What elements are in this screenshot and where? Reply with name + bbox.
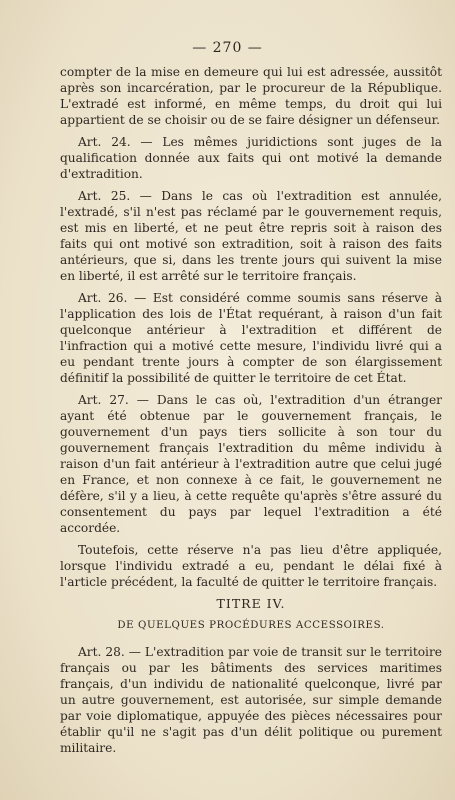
section-subtitle: DE QUELQUES PROCÉDURES ACCESSOIRES.: [117, 620, 385, 631]
section-title: TITRE IV.: [216, 596, 286, 611]
article-25: Art. 25. — Dans le cas où l'extradition est annulée, l'extradé, s'il n'est pas réclamé par le gouvernement requis, est mis en liberté, et ne peut être repris soit à raison des faits qui ont motivé son extradition, soit à raison des faits antérieurs, que si, dans les trente jours qui suivent la mise en liberté, il est arrêté sur le territoire français.: [60, 189, 442, 283]
paragraph: Toutefois, cette réserve n'a pas lieu d'être appliquée, lorsque l'individu extradé a eu, pendant le délai fixé à l'article précédent, la faculté de quitter le territoire français.: [60, 543, 442, 589]
article-24: Art. 24. — Les mêmes juridictions sont juges de la qualification donnée aux faits qui ont motivé la demande d'extradition.: [60, 135, 442, 181]
article-27: Art. 27. — Dans le cas où, l'extradition d'un étranger ayant été obtenue par le gouvernement français, le gouvernement d'un pays tiers sollicite à son tour du gouvernement français l'extradition du même individu à raison d'un fait antérieur à l'extradition autre que celui jugé en France, et non connexe à ce fait, le gouvernement ne défère, s'il y a lieu, à cette requête qu'après s'être assuré du consentement du pays par lequel l'extradition a été accordée.: [60, 393, 442, 535]
body-text: [60, 64, 442, 762]
page-number: — 270 —: [192, 40, 263, 56]
paragraph: compter de la mise en demeure qui lui est adressée, aussitôt après son incarcération, par le procureur de la République. L'extradé est informé, en même temps, du droit qui lui appartient de se choisir ou de se faire désigner un défenseur.: [60, 65, 442, 127]
article-28: Art. 28. — L'extradition par voie de transit sur le territoire français ou par les bâtiments des services maritimes français, d'un individu de nationalité quelconque, livré par un autre gouvernement, est autorisée, sur simple demande par voie diplomatique, appuyée des pièces nécessaires pour établir qu'il ne s'agit pas d'un délit politique ou purement militaire.: [60, 645, 442, 755]
article-26: Art. 26. — Est considéré comme soumis sans réserve à l'application des lois de l'État requérant, à raison d'un fait quelconque antérieur à l'extradition et différent de l'infraction qui a motivé cette mesure, l'individu livré qui a eu pendant trente jours à compter de son élargissement définitif la possibilité de quitter le territoire de cet État.: [60, 291, 442, 385]
